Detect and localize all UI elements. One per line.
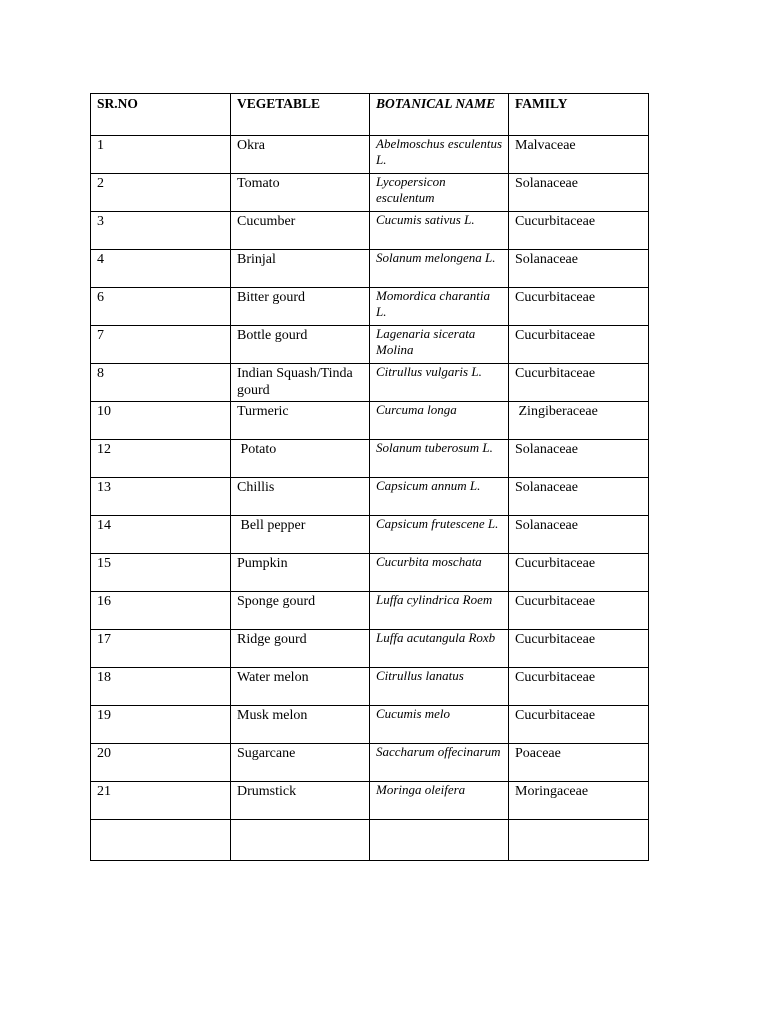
cell-family: Solanaceae — [509, 440, 649, 478]
cell-srno: 15 — [91, 554, 231, 592]
table-header-row — [91, 94, 649, 136]
cell-srno: 1 — [91, 136, 231, 174]
table-row — [91, 592, 649, 630]
table-row — [91, 820, 649, 861]
cell-botanical-name: Lagenaria sicerata Molina — [370, 326, 509, 364]
cell-srno: 8 — [91, 364, 231, 402]
table-row — [91, 478, 649, 516]
cell-srno: 20 — [91, 744, 231, 782]
cell-srno: 4 — [91, 250, 231, 288]
cell-botanical-name: Luffa acutangula Roxb — [370, 630, 509, 668]
cell-family: Cucurbitaceae — [509, 364, 649, 402]
table-row — [91, 402, 649, 440]
cell-vegetable: Bitter gourd — [231, 288, 370, 326]
cell-srno: 7 — [91, 326, 231, 364]
table-row — [91, 554, 649, 592]
table-row — [91, 136, 649, 174]
cell-vegetable: Tomato — [231, 174, 370, 212]
cell-srno: 2 — [91, 174, 231, 212]
cell-family: Solanaceae — [509, 174, 649, 212]
cell-vegetable: Bottle gourd — [231, 326, 370, 364]
cell-vegetable: Brinjal — [231, 250, 370, 288]
cell-family: Poaceae — [509, 744, 649, 782]
cell-family: Cucurbitaceae — [509, 706, 649, 744]
cell-srno: 19 — [91, 706, 231, 744]
cell-botanical-name: Capsicum frutescene L. — [370, 516, 509, 554]
cell-botanical-name: Capsicum annum L. — [370, 478, 509, 516]
cell-botanical-name — [370, 820, 509, 861]
cell-family: Moringaceae — [509, 782, 649, 820]
cell-botanical-name: Lycopersicon esculentum — [370, 174, 509, 212]
cell-srno: 12 — [91, 440, 231, 478]
header-vegetable: VEGETABLE — [231, 94, 370, 136]
cell-family: Cucurbitaceae — [509, 326, 649, 364]
cell-srno: 10 — [91, 402, 231, 440]
table-row — [91, 212, 649, 250]
cell-botanical-name: Citrullus lanatus — [370, 668, 509, 706]
cell-family: Cucurbitaceae — [509, 554, 649, 592]
cell-family — [509, 820, 649, 861]
header-srno: SR.NO — [91, 94, 231, 136]
table-row — [91, 440, 649, 478]
cell-vegetable: Water melon — [231, 668, 370, 706]
cell-srno: 18 — [91, 668, 231, 706]
cell-family: Malvaceae — [509, 136, 649, 174]
cell-srno: 16 — [91, 592, 231, 630]
cell-family: Cucurbitaceae — [509, 668, 649, 706]
cell-vegetable: Pumpkin — [231, 554, 370, 592]
table-row — [91, 516, 649, 554]
cell-botanical-name: Momordica charantia L. — [370, 288, 509, 326]
cell-srno: 3 — [91, 212, 231, 250]
table-row — [91, 174, 649, 212]
cell-srno: 21 — [91, 782, 231, 820]
cell-botanical-name: Solanum melongena L. — [370, 250, 509, 288]
cell-botanical-name: Abelmoschus esculentus L. — [370, 136, 509, 174]
cell-srno — [91, 820, 231, 861]
cell-botanical-name: Cucurbita moschata — [370, 554, 509, 592]
cell-botanical-name: Moringa oleifera — [370, 782, 509, 820]
cell-srno: 17 — [91, 630, 231, 668]
cell-srno: 13 — [91, 478, 231, 516]
cell-family: Cucurbitaceae — [509, 592, 649, 630]
table-row — [91, 250, 649, 288]
cell-vegetable: Ridge gourd — [231, 630, 370, 668]
cell-vegetable: Potato — [231, 440, 370, 478]
cell-vegetable: Sugarcane — [231, 744, 370, 782]
table-row — [91, 288, 649, 326]
cell-srno: 14 — [91, 516, 231, 554]
table-row — [91, 326, 649, 364]
cell-vegetable: Cucumber — [231, 212, 370, 250]
cell-botanical-name: Cucumis melo — [370, 706, 509, 744]
table-row — [91, 364, 649, 402]
cell-vegetable: Chillis — [231, 478, 370, 516]
table-row — [91, 706, 649, 744]
cell-family: Solanaceae — [509, 250, 649, 288]
header-family: FAMILY — [509, 94, 649, 136]
cell-vegetable: Okra — [231, 136, 370, 174]
table-row — [91, 744, 649, 782]
cell-family: Solanaceae — [509, 516, 649, 554]
vegetable-table — [90, 93, 649, 861]
cell-vegetable: Drumstick — [231, 782, 370, 820]
cell-family: Solanaceae — [509, 478, 649, 516]
cell-vegetable: Musk melon — [231, 706, 370, 744]
cell-family: Cucurbitaceae — [509, 212, 649, 250]
cell-botanical-name: Luffa cylindrica Roem — [370, 592, 509, 630]
cell-vegetable: Sponge gourd — [231, 592, 370, 630]
cell-vegetable: Turmeric — [231, 402, 370, 440]
header-botanical-name: BOTANICAL NAME — [370, 94, 509, 136]
cell-botanical-name: Saccharum offecinarum — [370, 744, 509, 782]
table-row — [91, 668, 649, 706]
cell-family: Zingiberaceae — [509, 402, 649, 440]
cell-botanical-name: Citrullus vulgaris L. — [370, 364, 509, 402]
cell-botanical-name: Curcuma longa — [370, 402, 509, 440]
cell-family: Cucurbitaceae — [509, 288, 649, 326]
cell-botanical-name: Cucumis sativus L. — [370, 212, 509, 250]
table-row — [91, 630, 649, 668]
cell-family: Cucurbitaceae — [509, 630, 649, 668]
cell-vegetable: Indian Squash/Tinda gourd — [231, 364, 370, 402]
cell-vegetable — [231, 820, 370, 861]
cell-vegetable: Bell pepper — [231, 516, 370, 554]
cell-botanical-name: Solanum tuberosum L. — [370, 440, 509, 478]
cell-srno: 6 — [91, 288, 231, 326]
table-row — [91, 782, 649, 820]
